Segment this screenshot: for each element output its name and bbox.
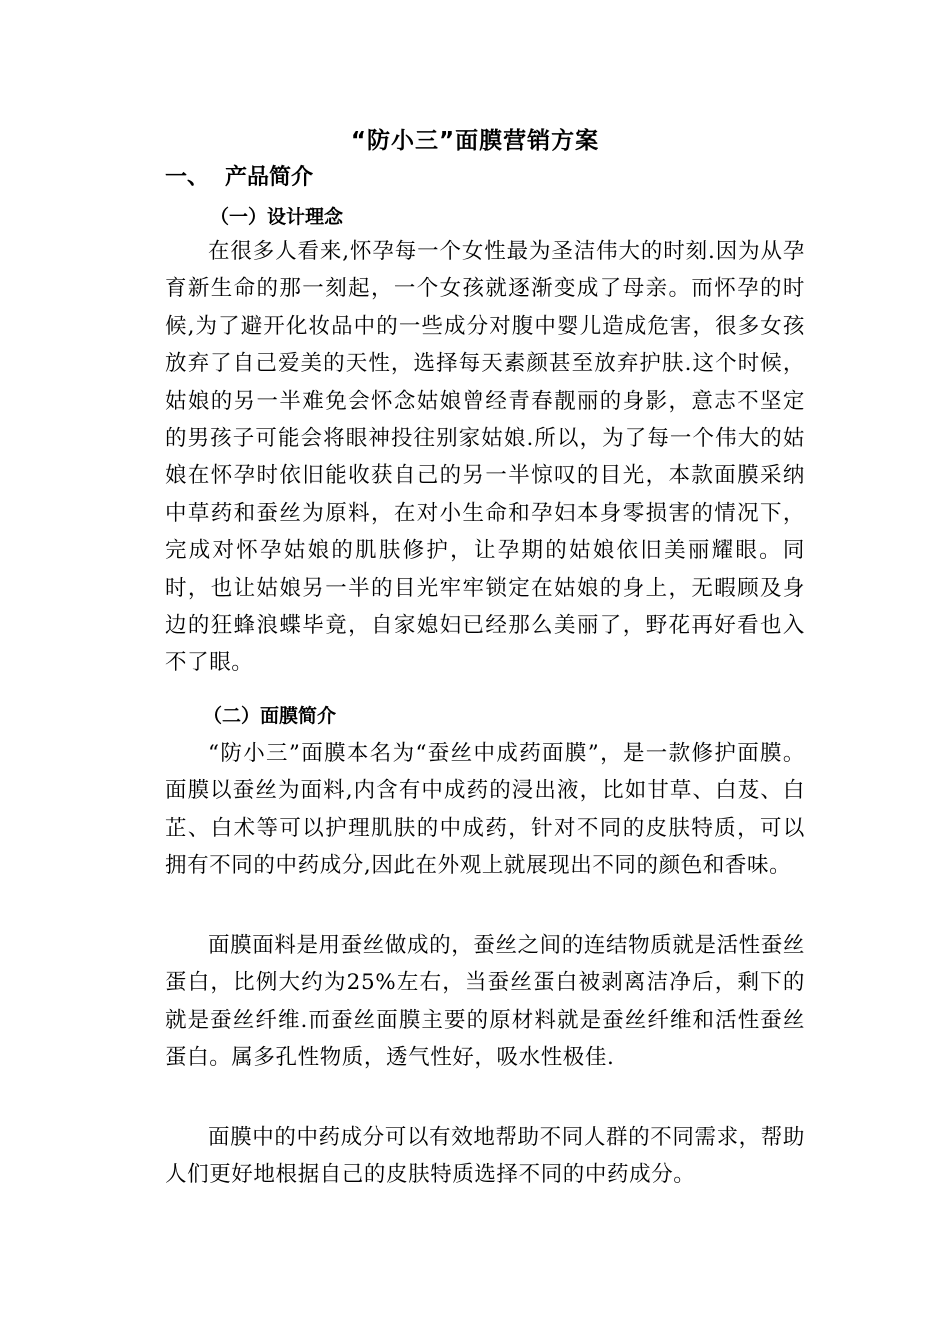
document-title: “防小三”面膜营销方案 xyxy=(350,128,600,154)
paragraph-mask-intro-2: 面膜面料是用蚕丝做成的，蚕丝之间的连结物质就是活性蚕丝蛋白，比例大约为25%左右，当蚕丝蛋白被剥离洁净后，剩下的就是蚕丝纤维.而蚕丝面膜主要的原材料就是蚕丝纤维和活性蚕丝蛋白。属多孔性物质，透气性好，吸水性极佳. xyxy=(165,933,805,1071)
paragraph-mask-intro-1: “防小三”面膜本名为“蚕丝中成药面膜”，是一款修护面膜。面膜以蚕丝为面料,内含有中成药的浸出液，比如甘草、白芨、白芷、白术等可以护理肌肤的中成药，针对不同的皮肤特质，可以拥有不同的中药成分,因此在外观上就展现出不同的颜色和香味。 xyxy=(165,741,805,879)
paragraph-mask-intro-3: 面膜中的中药成分可以有效地帮助不同人群的不同需求，帮助人们更好地根据自己的皮肤特质选择不同的中药成分。 xyxy=(165,1125,805,1188)
section-number: 一、 xyxy=(165,165,210,190)
section-heading-product-intro xyxy=(165,160,313,191)
subsection-heading-mask-intro: （二）面膜简介 xyxy=(203,705,337,727)
subsection-heading-design-concept: （一）设计理念 xyxy=(210,206,344,228)
section-heading-text: 产品简介 xyxy=(225,165,314,190)
paragraph-design-concept: 在很多人看来,怀孕每一个女性最为圣洁伟大的时刻.因为从孕育新生命的那一刻起，一个女孩就逐渐变成了母亲。而怀孕的时候,为了避开化妆品中的一些成分对腹中婴儿造成危害，很多女孩放弃了自己爱美的天性，选择每天素颜甚至放弃护肤.这个时候，姑娘的另一半难免会怀念姑娘曾经青春靓丽的身影，意志不坚定的男孩子可能会将眼神投往别家姑娘.所以，为了每一个伟大的姑娘在怀孕时依旧能收获自己的另一半惊叹的目光，本款面膜采纳中草药和蚕丝为原料，在对小生命和孕妇本身零损害的情况下，完成对怀孕姑娘的肌肤修护，让孕期的姑娘依旧美丽耀眼。同时，也让姑娘另一半的目光牢牢锁定在姑娘的身上，无暇顾及身边的狂蜂浪蝶毕竟，自家媳妇已经那么美丽了，野花再好看也入不了眼。 xyxy=(165,239,805,676)
